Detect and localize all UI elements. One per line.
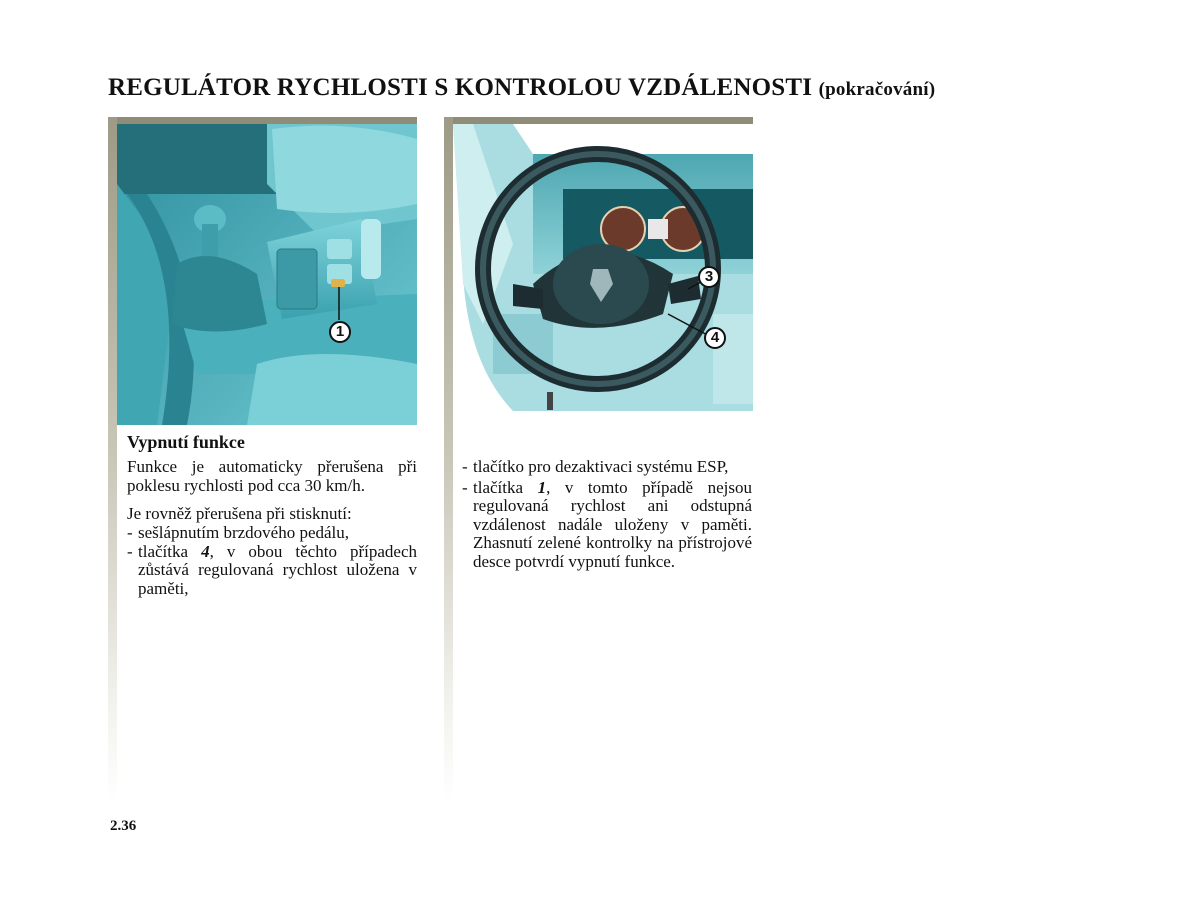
callout-3 bbox=[698, 266, 720, 288]
list-item: - tlačítko pro dezaktivaci systému ESP, bbox=[462, 458, 752, 477]
right-column-bar bbox=[444, 117, 453, 802]
title-main: REGULÁTOR RYCHLOSTI S KONTROLOU VZDÁLENOSTI bbox=[108, 74, 813, 101]
left-para-1 bbox=[127, 458, 417, 495]
left-bullet-2-key: 4 bbox=[201, 541, 210, 561]
right-bullet-list bbox=[462, 458, 752, 572]
section-heading: Vypnutí funkce bbox=[127, 432, 245, 452]
callout-4 bbox=[704, 327, 726, 349]
left-para-2 bbox=[127, 505, 417, 524]
left-bullet-2-post: , v obou těchto případech zůstává regulovaná rychlost uložena v paměti, bbox=[138, 541, 417, 598]
left-bullet-1-text: sešlápnutím brzdového pedálu, bbox=[138, 523, 350, 542]
left-para-2-text: Je rovněž přerušena při stisknutí: bbox=[127, 504, 352, 523]
right-bullet-2-pre: tlačítka bbox=[473, 477, 538, 497]
left-bullet-2-pre: tlačítka bbox=[138, 541, 202, 561]
right-column-top-rule bbox=[444, 117, 753, 124]
left-para-1-text: Funkce je automaticky přerušena při poklesu rychlosti pod cca 30 km/h. bbox=[127, 457, 417, 495]
callout-1-label: 1 bbox=[335, 323, 345, 340]
list-item: - sešlápnutím brzdového pedálu, bbox=[127, 524, 417, 543]
right-bullet-2-text bbox=[473, 479, 752, 572]
right-bullet-1-text: tlačítko pro dezaktivaci systému ESP, bbox=[473, 457, 729, 476]
callout-1 bbox=[329, 321, 351, 343]
page-title bbox=[108, 74, 1108, 102]
callout-4-label: 4 bbox=[710, 329, 720, 346]
left-column-bar bbox=[108, 117, 117, 802]
callout-3-label: 3 bbox=[704, 268, 714, 285]
left-column-top-rule bbox=[108, 117, 417, 124]
steering-wheel-photo bbox=[453, 124, 753, 411]
list-item: - tlačítka 1, v tomto případě nejsou regulovaná rychlost ani odstupná vzdálenost nadále uloženy v paměti. Zhasnutí zelené kontrolky na přístrojové desce potvrdí vypnutí funkce. bbox=[462, 477, 753, 571]
left-bullet-list bbox=[127, 524, 417, 598]
list-item: - tlačítka 4, v obou těchto případech zůstává regulovaná rychlost uložena v paměti, bbox=[127, 541, 417, 598]
page-number: 2.36 bbox=[110, 818, 137, 834]
gearshift-console-photo bbox=[117, 124, 417, 425]
left-bullet-2-text bbox=[138, 543, 417, 599]
title-continuation: (pokračování) bbox=[818, 79, 936, 100]
right-bullet-2-post: , v tomto případě nejsou regulovaná rychlost ani odstupná vzdálenost nadále uloženy v paměti. Zhasnutí zelené kontrolky na přístrojové desce potvrdí vypnutí funkce. bbox=[473, 477, 753, 571]
right-bullet-2-key: 1 bbox=[537, 477, 547, 497]
